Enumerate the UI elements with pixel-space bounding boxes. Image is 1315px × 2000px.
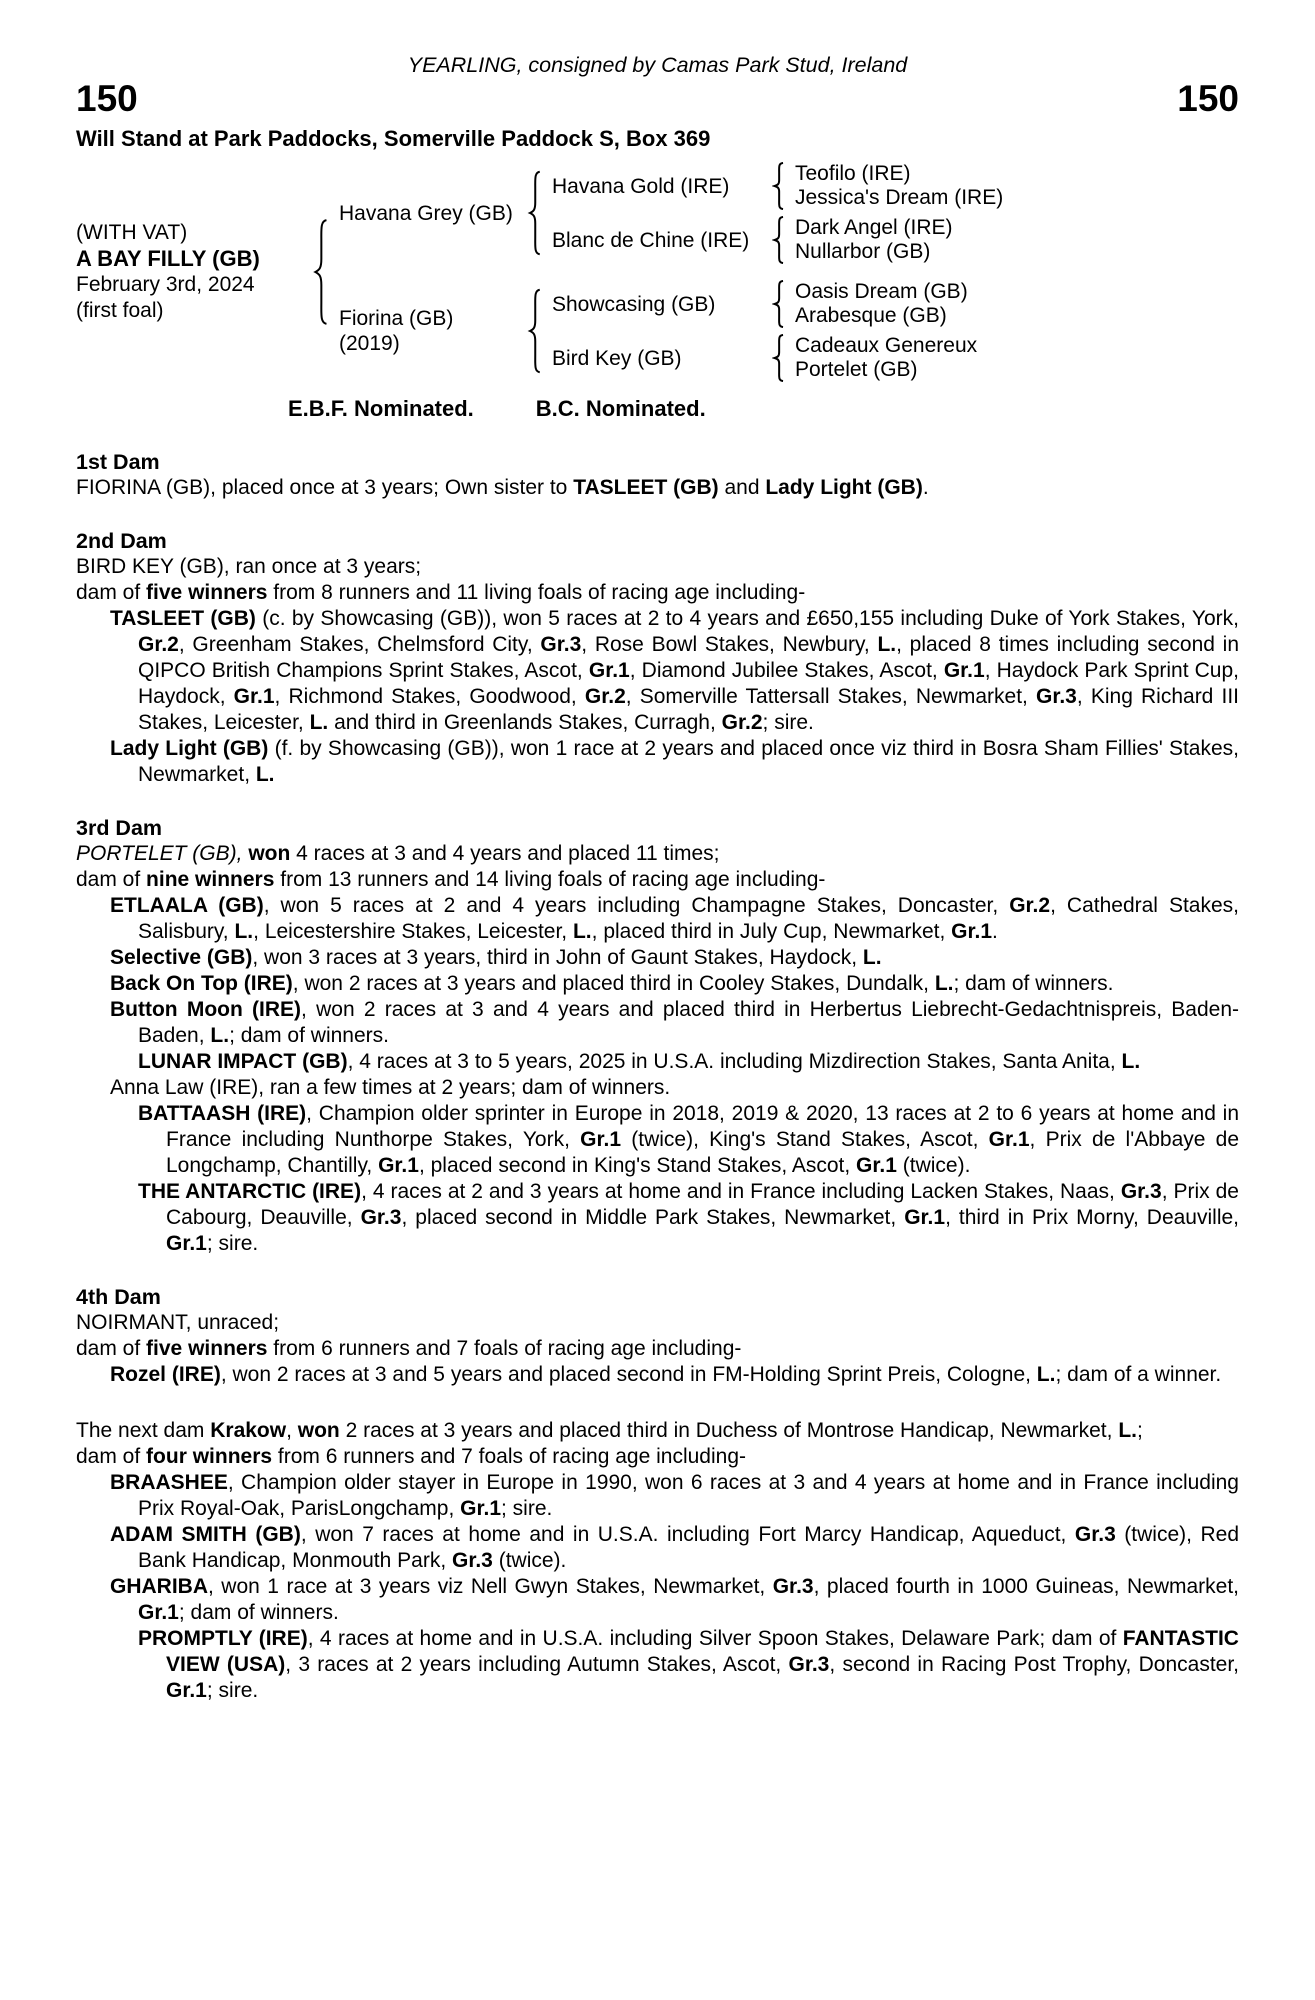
- generation-1-column: [339, 162, 1003, 382]
- dam-sire-name: Showcasing (GB): [552, 292, 716, 316]
- text-segment: , won 1 race at 3 years viz Nell Gwyn Stakes, Newmarket,: [208, 1575, 773, 1598]
- text-segment: Selective (GB): [110, 946, 253, 969]
- dam-grandparents: [552, 280, 977, 382]
- text-segment: won: [248, 842, 291, 865]
- text-segment: Gr.2: [1009, 894, 1051, 917]
- text-segment: BRAASHEE: [110, 1471, 228, 1494]
- text-segment: from 6 runners and 7 foals of racing age including-: [272, 1445, 746, 1468]
- pedigree-paragraph: [76, 1336, 1239, 1362]
- pedigree-paragraph: [76, 997, 1239, 1049]
- text-segment: from 13 runners and 14 living foals of racing age including-: [274, 868, 826, 891]
- text-segment: from 8 runners and 11 living foals of racing age including-: [267, 581, 806, 604]
- text-segment: , placed second in Middle Park Stakes, Newmarket,: [401, 1206, 905, 1229]
- pedigree-paragraph: [76, 1418, 1239, 1444]
- text-segment: , Prix de l'Abbaye de Longchamp, Chantilly,: [166, 1128, 1240, 1177]
- text-segment: , placed 8 times including second in QIPCO British Champions Sprint Stakes, Ascot,: [138, 633, 1239, 682]
- text-segment: , 3 races at 2 years including Autumn Stakes, Ascot,: [285, 1653, 789, 1676]
- text-segment: (f. by Showcasing (GB)), won 1 race at 2 years and placed once viz third in Bosra Sham Fillies' Stakes, Newmarket,: [138, 737, 1239, 786]
- brace-icon: [772, 334, 785, 382]
- text-segment: L.: [309, 711, 329, 734]
- pedigree-paragraph: [76, 893, 1239, 945]
- text-segment: Gr.3: [1036, 685, 1077, 708]
- section-4th-dam: [76, 1284, 1239, 1388]
- text-segment: LUNAR IMPACT (GB): [138, 1050, 348, 1073]
- text-segment: Gr.1: [138, 1601, 179, 1624]
- text-segment: , Richmond Stakes, Goodwood,: [274, 685, 585, 708]
- text-segment: L.: [210, 1024, 230, 1047]
- text-segment: L.: [934, 972, 954, 995]
- lot-number-left: 150: [76, 78, 138, 119]
- text-segment: , 4 races at 3 to 5 years, 2025 in U.S.A. including Mizdirection Stakes, Santa Anita,: [347, 1050, 1122, 1073]
- text-segment: FANTASTIC VIEW (USA): [166, 1627, 1239, 1676]
- text-segment: five winners: [146, 1337, 268, 1360]
- foal-note: (first foal): [76, 299, 164, 322]
- text-segment: ; sire.: [206, 1232, 259, 1255]
- pedigree-paragraph: [76, 606, 1239, 736]
- text-segment: .: [992, 920, 998, 943]
- text-segment: L.: [572, 920, 592, 943]
- stand-location-line: Will Stand at Park Paddocks, Somerville Paddock S, Box 369: [76, 126, 711, 151]
- text-segment: NOIRMANT, unraced;: [76, 1311, 280, 1334]
- text-segment: dam of: [76, 1445, 147, 1468]
- text-segment: BIRD KEY (GB), ran once at 3 years;: [76, 555, 422, 578]
- horse-info-block: [76, 220, 310, 324]
- sire-branch: [339, 162, 1003, 264]
- pedigree-paragraph: [76, 1522, 1239, 1574]
- pedigree-paragraph: [76, 1179, 1239, 1257]
- ancestor-name: Nullarbor (GB): [795, 240, 931, 263]
- pedigree-paragraph: [76, 1049, 1239, 1075]
- text-segment: Gr.3: [1074, 1523, 1116, 1546]
- text-segment: , placed third in July Cup, Newmarket,: [591, 920, 952, 943]
- great-grandparents-pair: [795, 162, 1003, 210]
- sire-dam-name: Blanc de Chine (IRE): [552, 228, 750, 252]
- text-segment: , Somerville Tattersall Stakes, Newmarket,: [625, 685, 1036, 708]
- text-segment: ; sire.: [501, 1497, 553, 1520]
- text-segment: 2 races at 3 years and placed third in Duchess of Montrose Handicap, Newmarket,: [339, 1419, 1119, 1442]
- text-segment: (twice), Red Bank Handicap, Monmouth Park,: [138, 1523, 1239, 1572]
- brace-icon: [772, 162, 785, 210]
- section-heading: 1st Dam: [76, 450, 160, 474]
- text-segment: nine winners: [146, 868, 275, 891]
- text-segment: Gr.3: [788, 1653, 830, 1676]
- text-segment: L.: [234, 920, 254, 943]
- consignor-line: YEARLING, consigned by Camas Park Stud, Ireland: [407, 53, 908, 77]
- text-segment: Rozel (IRE): [110, 1363, 221, 1386]
- text-segment: , 4 races at home and in U.S.A. including Silver Spoon Stakes, Delaware Park; dam of: [307, 1627, 1123, 1650]
- lot-number-row: [76, 80, 1239, 118]
- dam-name-text: Fiorina (GB): [339, 307, 454, 330]
- text-segment: 4 races at 3 and 4 years and placed 11 times;: [290, 842, 720, 865]
- pedigree-paragraph: [76, 945, 1239, 971]
- text-segment: ETLAALA (GB): [110, 894, 264, 917]
- text-segment: Gr.2: [584, 685, 626, 708]
- ancestor-name: Arabesque (GB): [795, 304, 947, 327]
- pedigree-paragraph: [76, 1310, 1239, 1336]
- dam-branch: [339, 280, 1003, 382]
- text-segment: Gr.1: [378, 1154, 419, 1177]
- text-segment: and: [718, 476, 766, 499]
- text-segment: ,: [236, 842, 249, 865]
- pedigree-paragraph: [76, 580, 1239, 606]
- vat-note: (WITH VAT): [76, 221, 188, 244]
- text-segment: , won 2 races at 3 and 5 years and placed second in FM-Holding Sprint Preis, Cologne,: [220, 1363, 1037, 1386]
- great-grandparents-pair: [795, 216, 953, 264]
- text-segment: Button Moon (IRE): [110, 998, 302, 1021]
- pedigree-paragraph: [76, 1101, 1239, 1179]
- pedigree-paragraph: [76, 1075, 1239, 1101]
- text-segment: THE ANTARCTIC (IRE): [138, 1180, 362, 1203]
- text-segment: Gr.3: [540, 633, 582, 656]
- text-segment: , won 2 races at 3 and 4 years and placed third in Herbertus Liebrecht-Gedachtnispreis, Baden-Baden,: [138, 998, 1239, 1047]
- text-segment: Gr.1: [166, 1679, 207, 1702]
- text-segment: (twice).: [896, 1154, 971, 1177]
- section-1st-dam: [76, 449, 1239, 501]
- text-segment: (twice).: [492, 1549, 567, 1572]
- text-segment: Gr.3: [772, 1575, 814, 1598]
- pedigree-paragraph: [76, 736, 1239, 788]
- text-segment: PORTELET (GB): [76, 842, 237, 865]
- pedigree-paragraph: [76, 841, 1239, 867]
- text-segment: , Greenham Stakes, Chelmsford City,: [178, 633, 541, 656]
- text-segment: .: [922, 476, 929, 499]
- horse-name: A BAY FILLY (GB): [76, 246, 260, 271]
- text-segment: Gr.1: [951, 920, 993, 943]
- text-segment: ; sire.: [762, 711, 814, 734]
- text-segment: Gr.1: [460, 1497, 502, 1520]
- text-segment: ; dam of winners.: [953, 972, 1114, 995]
- text-segment: L.: [1036, 1363, 1056, 1386]
- text-segment: , Champion older stayer in Europe in 1990, won 6 races at 3 and 4 years at home and in France including Prix Royal-Oak, ParisLongchamp,: [138, 1471, 1239, 1520]
- text-segment: Gr.1: [580, 1128, 622, 1151]
- text-segment: dam of: [76, 1337, 147, 1360]
- text-segment: Gr.1: [166, 1232, 207, 1255]
- text-segment: , won 2 races at 3 years and placed third in Cooley Stakes, Dundalk,: [292, 972, 935, 995]
- text-segment: won: [297, 1419, 340, 1442]
- lot-number-right: 150: [1177, 78, 1239, 119]
- section-next-dam: [76, 1418, 1239, 1704]
- text-segment: , placed second in King's Stand Stakes, Ascot,: [418, 1154, 857, 1177]
- great-grandparents-pair: [795, 334, 977, 382]
- text-segment: Gr.1: [904, 1206, 946, 1229]
- text-segment: , third in Prix Morny, Deauville,: [945, 1206, 1239, 1229]
- text-segment: L.: [1121, 1050, 1141, 1073]
- text-segment: Anna Law (IRE), ran a few times at 2 years; dam of winners.: [110, 1076, 671, 1099]
- great-grandparents-pair: [795, 280, 968, 328]
- sire-sire-branch: [552, 162, 1003, 210]
- text-segment: Gr.1: [988, 1128, 1030, 1151]
- text-segment: , Haydock Park Sprint Cup, Haydock,: [138, 659, 1239, 708]
- text-segment: , won 5 races at 2 and 4 years including Champagne Stakes, Doncaster,: [263, 894, 1010, 917]
- text-segment: from 6 runners and 7 foals of racing age including-: [267, 1337, 742, 1360]
- text-segment: Gr.3: [1120, 1180, 1162, 1203]
- text-segment: ;: [1137, 1419, 1143, 1442]
- text-segment: Lady Light (GB): [110, 737, 269, 760]
- text-segment: Lady Light (GB): [765, 476, 923, 499]
- text-segment: L.: [862, 946, 882, 969]
- text-segment: Gr.3: [360, 1206, 402, 1229]
- text-segment: ; dam of winners.: [178, 1601, 339, 1624]
- text-segment: , placed fourth in 1000 Guineas, Newmarket,: [813, 1575, 1239, 1598]
- dam-sire-branch: [552, 280, 977, 328]
- text-segment: ; dam of a winner.: [1055, 1363, 1222, 1386]
- text-segment: , Champion older sprinter in Europe in 2018, 2019 & 2020, 13 races at 2 to 6 years at home and in France including Nunthorpe Stakes, York,: [166, 1102, 1240, 1151]
- dam-dam-branch: [552, 334, 977, 382]
- dam-name: [339, 306, 525, 356]
- text-segment: , Leicestershire Stakes, Leicester,: [253, 920, 573, 943]
- text-segment: (c. by Showcasing (GB)), won 5 races at 2 to 4 years and £650,155 including Duke of York Stakes, York,: [255, 607, 1240, 630]
- text-segment: L.: [255, 763, 275, 786]
- text-segment: BATTAASH (IRE): [138, 1102, 307, 1125]
- text-segment: dam of: [76, 581, 147, 604]
- pedigree-paragraph: [76, 1362, 1239, 1388]
- text-segment: , Prix de Cabourg, Deauville,: [166, 1180, 1239, 1229]
- section-3rd-dam: [76, 815, 1239, 1257]
- text-segment: Gr.1: [943, 659, 985, 682]
- pedigree-paragraph: [76, 1444, 1239, 1470]
- text-segment: , second in Racing Post Trophy, Doncaster,: [829, 1653, 1240, 1676]
- pedigree-paragraph: [76, 475, 1239, 501]
- ancestor-name: Teofilo (IRE): [795, 162, 911, 185]
- sire-sire-name: Havana Gold (IRE): [552, 174, 730, 198]
- text-segment: , won 7 races at home and in U.S.A. including Fort Marcy Handicap, Aqueduct,: [300, 1523, 1075, 1546]
- text-segment: FIORINA (GB), placed once at 3 years; Own sister to: [76, 476, 574, 499]
- text-segment: , Rose Bowl Stakes, Newbury,: [581, 633, 878, 656]
- text-segment: , Cathedral Stakes, Salisbury,: [138, 894, 1240, 943]
- text-segment: five winners: [146, 581, 268, 604]
- text-segment: Gr.1: [588, 659, 630, 682]
- ancestor-name: Portelet (GB): [795, 358, 918, 381]
- pedigree-paragraph: [76, 1470, 1239, 1522]
- text-segment: Gr.2: [138, 633, 179, 656]
- text-segment: The next dam: [76, 1419, 211, 1442]
- brace-icon: [527, 288, 542, 374]
- pedigree-paragraph: [76, 1574, 1239, 1626]
- brace-icon: [312, 218, 329, 326]
- text-segment: dam of: [76, 868, 147, 891]
- brace-icon: [527, 170, 542, 256]
- text-segment: (twice), King's Stand Stakes, Ascot,: [621, 1128, 989, 1151]
- dam-dam-name: Bird Key (GB): [552, 346, 682, 370]
- foal-date: February 3rd, 2024: [76, 273, 255, 296]
- ebf-nominated-label: E.B.F. Nominated.: [288, 396, 474, 421]
- text-segment: ADAM SMITH (GB): [110, 1523, 301, 1546]
- text-segment: four winners: [146, 1445, 273, 1468]
- text-segment: , won 3 races at 3 years, third in John of Gaunt Stakes, Haydock,: [252, 946, 863, 969]
- text-segment: , King Richard III Stakes, Leicester,: [138, 685, 1239, 734]
- ancestor-name: Jessica's Dream (IRE): [795, 186, 1004, 209]
- text-segment: Gr.2: [721, 711, 763, 734]
- text-segment: TASLEET (GB): [573, 476, 719, 499]
- pedigree-tree: [76, 162, 1239, 382]
- text-segment: Back On Top (IRE): [110, 972, 293, 995]
- ancestor-name: Dark Angel (IRE): [795, 216, 953, 239]
- pedigree-paragraph: [76, 554, 1239, 580]
- brace-icon: [772, 280, 785, 328]
- sire-dam-branch: [552, 216, 1003, 264]
- text-segment: , Diamond Jubilee Stakes, Ascot,: [629, 659, 944, 682]
- pedigree-paragraph: [76, 1626, 1239, 1704]
- brace-icon: [772, 216, 785, 264]
- text-segment: , 4 races at 2 and 3 years at home and in France including Lacken Stakes, Naas,: [361, 1180, 1121, 1203]
- ancestor-name: Oasis Dream (GB): [795, 280, 968, 303]
- sire-name: Havana Grey (GB): [339, 201, 513, 225]
- text-segment: Gr.3: [452, 1549, 493, 1572]
- bc-nominated-label: B.C. Nominated.: [535, 396, 706, 421]
- sire-grandparents: [552, 162, 1003, 264]
- dam-year: (2019): [339, 332, 400, 355]
- nominations-row: [76, 396, 1239, 422]
- text-segment: ; sire.: [206, 1679, 259, 1702]
- text-segment: Gr.1: [233, 685, 275, 708]
- text-segment: ; dam of winners.: [229, 1024, 389, 1047]
- section-heading: 3rd Dam: [76, 816, 163, 840]
- text-segment: PROMPTLY (IRE): [138, 1627, 308, 1650]
- text-segment: L.: [877, 633, 897, 656]
- pedigree-paragraph: [76, 971, 1239, 997]
- section-heading: 4th Dam: [76, 1285, 161, 1309]
- section-heading: 2nd Dam: [76, 529, 167, 553]
- section-2nd-dam: [76, 528, 1239, 788]
- ancestor-name: Cadeaux Genereux: [795, 334, 978, 357]
- text-segment: L.: [1118, 1419, 1137, 1442]
- text-segment: GHARIBA: [110, 1575, 208, 1598]
- text-segment: Gr.1: [856, 1154, 897, 1177]
- text-segment: Krakow: [210, 1419, 287, 1442]
- text-segment: ,: [286, 1419, 298, 1442]
- text-segment: and third in Greenlands Stakes, Curragh,: [328, 711, 722, 734]
- text-segment: TASLEET (GB): [110, 607, 256, 630]
- pedigree-paragraph: [76, 867, 1239, 893]
